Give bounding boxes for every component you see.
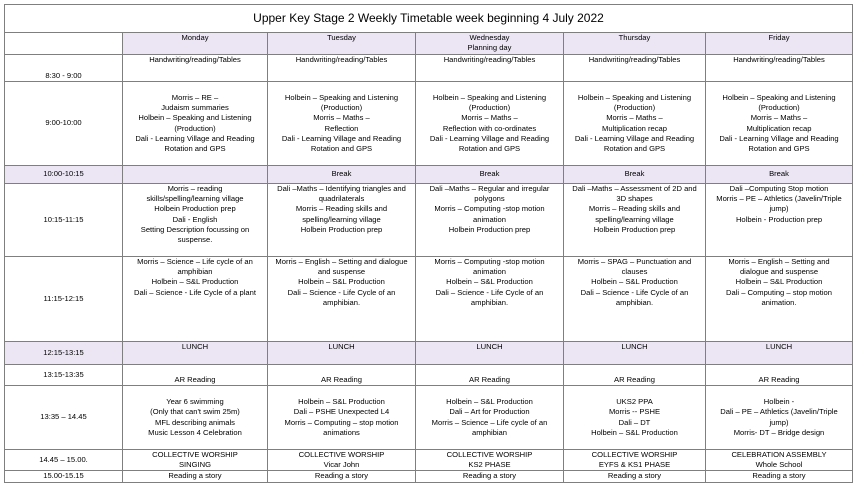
lesson-cell (416, 450, 564, 471)
lesson-cell (706, 82, 853, 166)
lesson-cell (268, 166, 416, 184)
lesson-line: Holbein – Speaking and Listening (284, 92, 399, 102)
lesson-line: Reading a story (752, 471, 806, 481)
lesson-line: Multiplication recap (602, 123, 667, 133)
lesson-cell (564, 257, 706, 342)
lesson-line: Reading a story (168, 471, 222, 481)
lesson-line: Morris- DT – Bridge design (733, 427, 825, 437)
timetable-row (5, 365, 853, 386)
lesson-cell (416, 365, 564, 386)
lesson-line: Rotation and GPS (458, 143, 521, 153)
lesson-cell (123, 450, 268, 471)
lesson-line: spelling/learning village (595, 214, 674, 224)
lesson-line: (Production) (174, 123, 216, 133)
time-slot-label: 11:15-12:15 (5, 257, 123, 342)
lesson-line: amphibian (177, 267, 213, 277)
lesson-line: Dali - Learning Village and Reading (281, 133, 402, 143)
lesson-line: Morris – PE – Athletics (Javelin/Triple (716, 194, 842, 204)
lesson-cell (706, 55, 853, 82)
lesson-cell (123, 386, 268, 450)
lesson-cell (123, 257, 268, 342)
lesson-cell (564, 82, 706, 166)
lesson-cell (416, 184, 564, 257)
lesson-line: LUNCH (621, 342, 648, 351)
lesson-cell (564, 450, 706, 471)
lesson-cell (416, 471, 564, 482)
lesson-line: Judaism summaries (161, 103, 229, 113)
lesson-line: CELEBRATION ASSEMBLY (731, 450, 827, 459)
lesson-line: Handwriting/reading/Tables (733, 55, 825, 64)
lesson-line: AR Reading (321, 374, 362, 384)
lesson-line: polygons (474, 194, 505, 204)
lesson-line: COLLECTIVE WORSHIP (446, 450, 533, 459)
time-slot-label: 15.00-15.15 (5, 471, 123, 482)
lesson-line: Holbein Production prep (300, 224, 383, 234)
day-header-thursday: Thursday (564, 33, 706, 55)
time-slot-label: 10:00-10:15 (5, 166, 123, 184)
timetable-row (5, 386, 853, 450)
lesson-line: amphibian. (470, 297, 509, 307)
timetable-row (5, 471, 853, 482)
lesson-line: Morris – English – Setting and dialogue (275, 257, 408, 266)
lesson-line: amphibian (471, 427, 508, 437)
lesson-cell (564, 184, 706, 257)
lesson-line: LUNCH (765, 342, 793, 351)
lesson-line: (Production) (613, 103, 656, 113)
lesson-line: Holbein Production prep (154, 204, 236, 214)
lesson-line: Reading a story (314, 471, 369, 481)
lesson-cell (706, 184, 853, 257)
lesson-cell (123, 184, 268, 257)
lesson-cell (268, 55, 416, 82)
lesson-cell (416, 166, 564, 184)
lesson-line: Morris – Maths – (461, 113, 518, 123)
lesson-line: LUNCH (181, 342, 209, 351)
timetable-title: Upper Key Stage 2 Weekly Timetable week beginning 4 July 2022 (5, 5, 853, 33)
lesson-line: Holbein – S&L Production (591, 277, 678, 287)
lesson-line: Rotation and GPS (748, 143, 810, 153)
lesson-line: animation (473, 214, 506, 224)
lesson-cell (564, 471, 706, 482)
lesson-line: Handwriting/reading/Tables (149, 55, 241, 64)
lesson-line: Morris – Computing – stop motion (284, 417, 399, 427)
lesson-line: Morris – Maths – (313, 113, 370, 123)
lesson-line: Handwriting/reading/Tables (443, 55, 536, 64)
lesson-line: Reading a story (607, 471, 662, 481)
lesson-cell (706, 471, 853, 482)
timetable-document (4, 4, 852, 490)
lesson-line: quadrilaterals (318, 194, 365, 204)
lesson-cell (564, 342, 706, 365)
lesson-cell (416, 386, 564, 450)
lesson-cell (123, 471, 268, 482)
timetable-row (5, 82, 853, 166)
lesson-line: suspense. (177, 235, 213, 245)
day-header-monday: Monday (123, 33, 268, 55)
lesson-line: Morris -- PSHE (608, 407, 661, 417)
lesson-cell (268, 450, 416, 471)
lesson-line: Handwriting/reading/Tables (588, 55, 681, 64)
lesson-line: Holbein – Speaking and Listening (138, 113, 252, 123)
lesson-line: Morris – Computing -stop motion (434, 204, 545, 214)
lesson-line: Dali –Maths – Assessment of 2D and (572, 184, 697, 193)
time-slot-label: 10:15-11:15 (5, 184, 123, 257)
lesson-line: Dali –Computing Stop motion (729, 184, 829, 193)
lesson-line: Holbein – S&L Production (446, 277, 533, 287)
lesson-line: Handwriting/reading/Tables (295, 55, 388, 64)
lesson-line: (Only that can't swim 25m) (150, 407, 240, 417)
lesson-line: LUNCH (476, 342, 503, 351)
lesson-line: Holbein Production prep (593, 224, 676, 234)
lesson-cell (123, 166, 268, 184)
lesson-line: Dali – Science - Life Cycle of an (435, 287, 544, 297)
lesson-cell (123, 55, 268, 82)
lesson-line: AR Reading (614, 374, 655, 384)
corner-cell (5, 33, 123, 55)
lesson-line: Holbein – S&L Production (151, 277, 239, 287)
lesson-line: Holbein – Speaking and Listening (432, 92, 547, 102)
lesson-line: Music Lesson 4 Celebration (148, 427, 242, 437)
lesson-line: COLLECTIVE WORSHIP (591, 450, 678, 459)
time-slot-label: 9:00-10:00 (5, 82, 123, 166)
lesson-line: jump) (769, 417, 789, 427)
lesson-line: Multiplication recap (746, 123, 812, 133)
lesson-line: Dali - English (172, 214, 218, 224)
lesson-line: MFL describing animals (155, 417, 235, 427)
day-header-wednesday: Wednesday Planning day (416, 33, 564, 55)
lesson-line: animation. (761, 297, 797, 307)
lesson-cell (564, 55, 706, 82)
lesson-line: clauses (621, 267, 648, 277)
lesson-line: Holbein Production prep (448, 224, 531, 234)
lesson-line: Reflection with co-ordinates (442, 123, 537, 133)
lesson-cell (268, 342, 416, 365)
lesson-line: Dali - Learning Village and Reading (135, 133, 255, 143)
time-slot-label: 13:15-13:35 (5, 365, 123, 386)
lesson-cell (706, 342, 853, 365)
lesson-cell (268, 257, 416, 342)
lesson-line: Morris – Reading skills and (295, 204, 388, 214)
lesson-cell (706, 166, 853, 184)
lesson-line: Morris – Computing -stop motion (434, 257, 545, 266)
lesson-line: animations (323, 427, 360, 437)
time-slot-label: 14.45 – 15.00. (5, 450, 123, 471)
lesson-line: AR Reading (174, 374, 216, 384)
lesson-line: Dali –Maths – Regular and irregular (429, 184, 550, 193)
lesson-line: Rotation and GPS (603, 143, 666, 153)
lesson-line: Dali – PSHE Unexpected L4 (293, 407, 390, 417)
lesson-line: Holbein – S&L Production (735, 277, 823, 287)
lesson-line: Dali - Learning Village and Reading (719, 133, 839, 143)
lesson-line: 3D shapes (616, 194, 653, 204)
lesson-cell (268, 184, 416, 257)
lesson-line: (Production) (320, 103, 363, 113)
lesson-line: AR Reading (469, 374, 510, 384)
lesson-cell (268, 471, 416, 482)
lesson-line: Break (624, 169, 645, 179)
lesson-line: Morris – Science – Life cycle of an (137, 257, 253, 266)
lesson-line: Morris – reading (167, 184, 223, 193)
lesson-line: KS2 PHASE (468, 460, 511, 470)
lesson-line: Holbein – S&L Production (591, 427, 678, 437)
lesson-line: (Production) (758, 103, 800, 113)
lesson-line: amphibian. (322, 297, 361, 307)
lesson-line: Rotation and GPS (164, 143, 226, 153)
lesson-line: Whole School (755, 460, 803, 470)
lesson-cell (123, 82, 268, 166)
day-header-friday: Friday (706, 33, 853, 55)
lesson-line: Morris – RE – (171, 92, 219, 102)
lesson-line: Morris – English – Setting and (728, 257, 830, 266)
lesson-line: Dali – Computing – stop motion (726, 287, 832, 297)
lesson-line: SINGING (178, 460, 212, 470)
lesson-cell (564, 365, 706, 386)
timetable-row (5, 257, 853, 342)
lesson-line: Year 6 swimming (166, 397, 224, 407)
lesson-line: Holbein – Speaking and Listening (722, 92, 836, 102)
lesson-line: Setting Description focussing on (140, 224, 250, 234)
day-header-tuesday: Tuesday (268, 33, 416, 55)
lesson-cell (706, 450, 853, 471)
lesson-line: Morris – SPAG – Punctuation and (577, 257, 692, 266)
timetable-row (5, 55, 853, 82)
lesson-line: spelling/learning village (302, 214, 381, 224)
lesson-line: Dali –Maths – Identifying triangles and (277, 184, 406, 193)
day-header-row (5, 33, 853, 55)
lesson-cell (268, 365, 416, 386)
lesson-line: Dali – Science - Life Cycle of an (287, 287, 396, 297)
lesson-cell (123, 365, 268, 386)
timetable-row (5, 450, 853, 471)
lesson-line: Break (331, 169, 352, 179)
lesson-cell (268, 82, 416, 166)
lesson-cell (416, 342, 564, 365)
lesson-line: Rotation and GPS (310, 143, 373, 153)
lesson-cell (706, 257, 853, 342)
lesson-line: Dali – PE – Athletics (Javelin/Triple (720, 407, 838, 417)
lesson-cell (564, 166, 706, 184)
time-slot-label: 13:35 – 14.45 (5, 386, 123, 450)
lesson-line: COLLECTIVE WORSHIP (298, 450, 385, 459)
lesson-line: animation (473, 267, 506, 277)
lesson-line: Break (769, 169, 789, 179)
lesson-cell (123, 342, 268, 365)
lesson-line: Dali – Science - Life Cycle of an (580, 287, 689, 297)
lesson-line: amphibian. (615, 297, 654, 307)
day-note: Planning day (467, 43, 512, 53)
lesson-line: (Production) (468, 103, 511, 113)
lesson-line: Dali – Science - Life Cycle of a plant (134, 287, 256, 297)
lesson-cell (564, 386, 706, 450)
lesson-line: EYFS & KS1 PHASE (598, 460, 671, 470)
lesson-line: Reading a story (462, 471, 517, 481)
lesson-line: Morris – Maths – (750, 113, 808, 123)
time-slot-label: 8:30 - 9:00 (5, 55, 123, 82)
lesson-line: Dali - Learning Village and Reading (429, 133, 550, 143)
lesson-line: Break (479, 169, 500, 179)
lesson-cell (268, 386, 416, 450)
timetable-row (5, 184, 853, 257)
lesson-line: Holbein - Production prep (735, 214, 823, 224)
lesson-cell (706, 365, 853, 386)
lesson-line: Morris – Science – Life cycle of an (431, 417, 548, 427)
lesson-line: Dali – Art for Production (449, 407, 530, 417)
time-slot-label: 12:15-13:15 (5, 342, 123, 365)
lesson-line: Holbein - (763, 397, 795, 407)
lesson-line: Reflection (324, 123, 359, 133)
lesson-line: jump) (769, 204, 789, 214)
lesson-line: dialogue and suspense (739, 267, 819, 277)
lesson-line: Holbein – S&L Production (298, 277, 385, 287)
lesson-line: skills/spelling/learning village (146, 194, 244, 204)
lesson-line: LUNCH (328, 342, 355, 351)
lesson-line: COLLECTIVE WORSHIP (152, 450, 238, 459)
timetable-row (5, 166, 853, 184)
lesson-cell (416, 55, 564, 82)
lesson-line: AR Reading (758, 374, 800, 384)
lesson-cell (706, 386, 853, 450)
lesson-cell (416, 257, 564, 342)
lesson-line: Dali – DT (618, 417, 651, 427)
lesson-line: Holbein – Speaking and Listening (577, 92, 692, 102)
lesson-line: UKS2 PPA (616, 397, 653, 407)
timetable-row (5, 342, 853, 365)
lesson-line: Vicar John (323, 460, 360, 470)
lesson-line: Morris – Maths – (606, 113, 663, 123)
lesson-line: Morris – Reading skills and (588, 204, 681, 214)
lesson-line: Dali - Learning Village and Reading (574, 133, 695, 143)
lesson-line: Holbein – S&L Production (446, 397, 533, 407)
timetable-table (4, 4, 853, 483)
lesson-line: and suspense (317, 267, 366, 277)
lesson-line: Holbein – S&L Production (298, 397, 385, 407)
lesson-cell (416, 82, 564, 166)
